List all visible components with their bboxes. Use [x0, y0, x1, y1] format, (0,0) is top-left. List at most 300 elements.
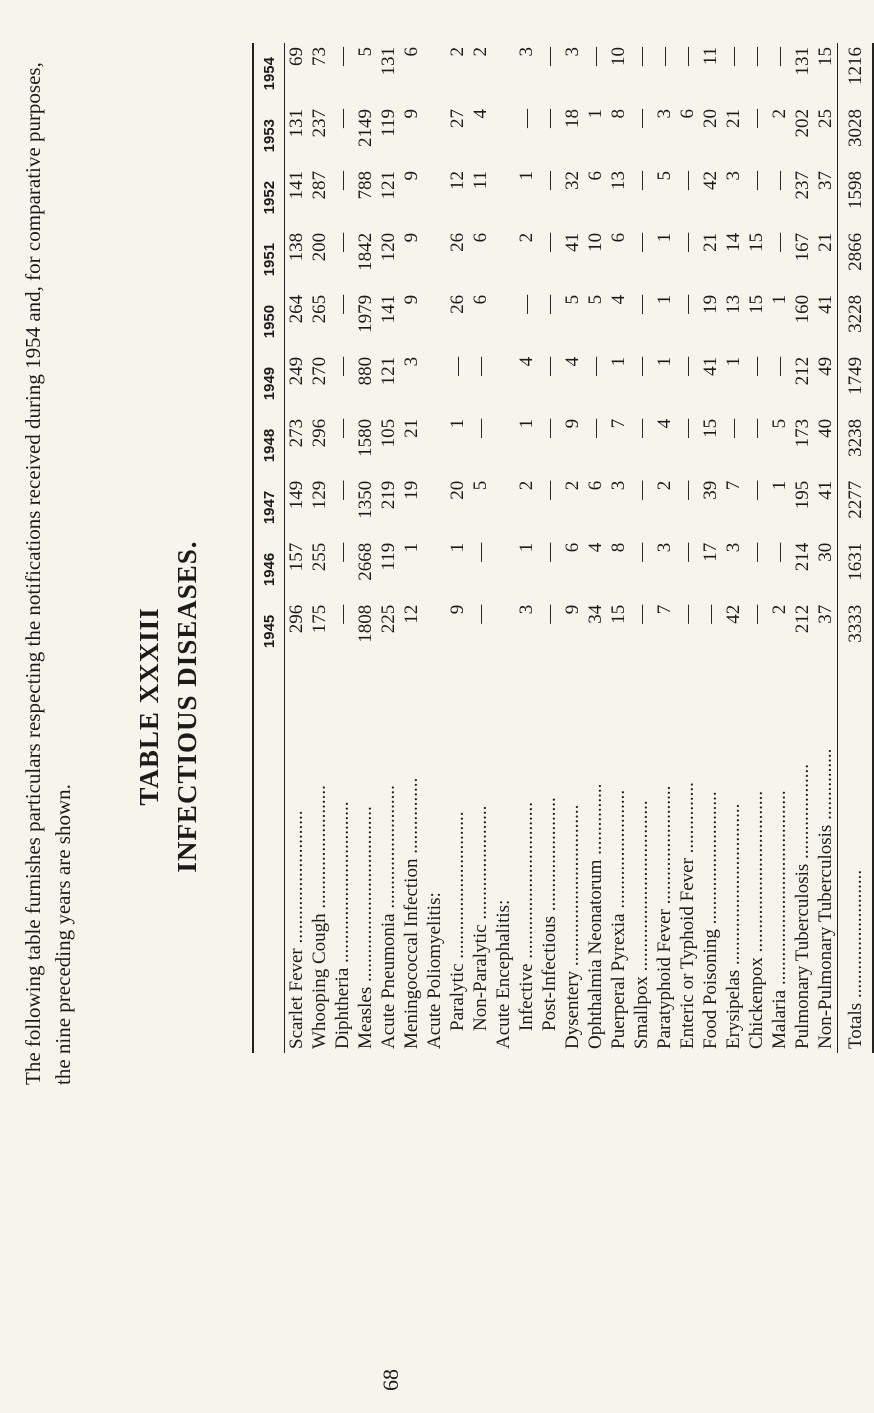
total-cell: 1749 — [838, 353, 874, 415]
disease-label: Food Poisoning ............................ — [700, 791, 721, 1049]
count-cell: 6 — [470, 294, 491, 305]
count-cell: 3 — [654, 542, 675, 553]
disease-label: Post-Infectious ........................ — [539, 797, 560, 1031]
count-cell: 167 — [792, 232, 813, 262]
count-cell: 37 — [815, 604, 836, 624]
count-cell: — — [332, 294, 353, 314]
count-cell: 121 — [378, 356, 399, 386]
count-cell: 6 — [585, 170, 606, 181]
disease-label: Puerperal Pyrexia ......................... — [608, 789, 629, 1049]
count-cell: — — [677, 356, 698, 376]
count-cell: — — [585, 47, 606, 66]
count-cell: 1 — [769, 480, 790, 491]
count-cell: — — [746, 108, 767, 128]
count-cell: 30 — [815, 542, 836, 562]
count-cell: 287 — [309, 170, 330, 200]
count-cell: 296 — [309, 418, 330, 448]
disease-label: Whooping Cough .......................... — [309, 785, 330, 1049]
disease-label: Infective ................................. — [516, 801, 537, 1031]
count-cell: 131 — [792, 47, 813, 76]
count-cell: — — [631, 170, 652, 190]
count-cell: 3 — [723, 542, 744, 553]
count-cell: 131 — [286, 108, 307, 138]
count-cell: 121 — [378, 170, 399, 200]
count-cell: 7 — [654, 604, 675, 615]
count-cell: 5 — [355, 47, 376, 57]
table-row — [400, 43, 423, 1053]
total-cell: 1598 — [838, 167, 874, 229]
year-header: 1954 — [253, 43, 285, 105]
count-cell: 237 — [792, 170, 813, 200]
count-cell: 1350 — [355, 480, 376, 519]
count-cell: 7 — [723, 480, 744, 491]
count-cell: 249 — [286, 356, 307, 386]
count-cell: 8 — [608, 542, 629, 553]
count-cell: 5 — [562, 294, 583, 305]
count-cell: — — [539, 604, 560, 624]
count-cell — [492, 229, 515, 291]
totals-row — [838, 43, 874, 1053]
table-row — [745, 43, 768, 1053]
count-cell: 296 — [286, 604, 307, 634]
count-cell — [423, 43, 446, 105]
count-cell: 2 — [516, 480, 537, 491]
count-cell: 4 — [608, 294, 629, 305]
table-row — [676, 43, 699, 1053]
count-cell — [492, 477, 515, 539]
total-cell: 3333 — [838, 601, 874, 663]
count-cell: 20 — [447, 480, 468, 500]
count-cell: 3 — [654, 108, 675, 119]
count-cell: — — [585, 418, 606, 438]
table-row — [423, 43, 446, 1053]
count-cell: — — [470, 418, 491, 438]
disease-label: Smallpox .................................... — [631, 800, 652, 1049]
count-cell: 5 — [654, 170, 675, 181]
count-cell: 120 — [378, 232, 399, 262]
disease-label: Acute Pneumonia .......................... — [378, 785, 399, 1049]
count-cell: 73 — [309, 47, 330, 66]
count-cell: — — [746, 170, 767, 190]
table-row — [584, 43, 607, 1053]
count-cell: 21 — [700, 232, 721, 252]
total-cell: 2277 — [838, 477, 874, 539]
table-body — [285, 43, 874, 1053]
count-cell: 2 — [562, 480, 583, 491]
disease-label: Measles ..................................... — [355, 806, 376, 1049]
count-cell: — — [631, 108, 652, 128]
disease-label: Paralytic ............................... — [447, 811, 468, 1031]
count-cell: 69 — [286, 47, 307, 66]
count-cell: — — [700, 604, 721, 624]
total-cell: 1631 — [838, 539, 874, 601]
count-cell: 5 — [585, 294, 606, 305]
count-cell: 880 — [355, 356, 376, 386]
count-cell: 138 — [286, 232, 307, 262]
disease-label: Acute Encephalitis: — [493, 899, 514, 1049]
count-cell: — — [631, 47, 652, 66]
count-cell: 41 — [815, 294, 836, 314]
disease-label: Non-Paralytic ........................ — [470, 805, 491, 1031]
count-cell: — — [585, 356, 606, 376]
count-cell: 214 — [792, 542, 813, 572]
count-cell: — — [332, 604, 353, 624]
count-cell: — — [677, 232, 698, 252]
count-cell: — — [539, 294, 560, 314]
count-cell: 25 — [815, 108, 836, 128]
count-cell: 6 — [470, 232, 491, 243]
year-header: 1947 — [253, 477, 285, 539]
count-cell: 119 — [378, 108, 399, 137]
count-cell: 237 — [309, 108, 330, 138]
count-cell: 265 — [309, 294, 330, 324]
disease-label: Acute Poliomyelitis: — [424, 892, 445, 1049]
table-row — [469, 43, 492, 1053]
count-cell: 1 — [516, 418, 537, 429]
count-cell: 3 — [723, 170, 744, 181]
count-cell: 13 — [723, 294, 744, 314]
count-cell: — — [677, 604, 698, 624]
disease-label: Malaria ......................................... — [769, 790, 790, 1049]
year-header: 1948 — [253, 415, 285, 477]
count-cell: 15 — [815, 47, 836, 66]
infectious-diseases-table — [252, 43, 874, 1053]
count-cell: 9 — [562, 604, 583, 615]
count-cell: 10 — [608, 47, 629, 66]
count-cell: — — [746, 418, 767, 438]
intro-paragraph: The following table furnishes particulars respecting the notifications received during 1954 and, for comparative purposes, the nine preceding years are shown. — [21, 62, 75, 1085]
count-cell: 141 — [378, 294, 399, 324]
table-row — [722, 43, 745, 1053]
count-cell: 37 — [815, 170, 836, 190]
count-cell: 15 — [746, 232, 767, 252]
count-cell: 26 — [447, 232, 468, 252]
count-cell: — — [539, 542, 560, 562]
count-cell: 5 — [470, 480, 491, 491]
year-header: 1953 — [253, 105, 285, 167]
count-cell: — — [677, 480, 698, 500]
count-cell: — — [746, 47, 767, 66]
count-cell: 1 — [516, 542, 537, 553]
count-cell: 173 — [792, 418, 813, 448]
count-cell: — — [539, 170, 560, 190]
count-cell: — — [746, 356, 767, 376]
total-cell: 2866 — [838, 229, 874, 291]
table-row — [308, 43, 331, 1053]
count-cell: 105 — [378, 418, 399, 448]
count-cell: 3 — [516, 47, 537, 57]
count-cell — [492, 601, 515, 663]
table-row — [699, 43, 722, 1053]
count-cell: — — [332, 170, 353, 190]
count-cell: 17 — [700, 542, 721, 562]
count-cell: 2149 — [355, 108, 376, 147]
count-cell: 141 — [286, 170, 307, 200]
count-cell: — — [332, 232, 353, 252]
count-cell: 1 — [769, 294, 790, 305]
count-cell: — — [447, 356, 468, 376]
page-number: 68 — [378, 1369, 403, 1391]
count-cell: — — [631, 604, 652, 624]
count-cell: — — [631, 294, 652, 314]
count-cell: — — [769, 542, 790, 562]
count-cell: — — [631, 542, 652, 562]
count-cell: 42 — [723, 604, 744, 624]
count-cell: — — [677, 542, 698, 562]
count-cell: — — [654, 47, 675, 66]
count-cell — [423, 105, 446, 167]
count-cell — [423, 539, 446, 601]
count-cell — [423, 601, 446, 663]
disease-label: Dysentery .................................. — [562, 804, 583, 1049]
count-cell: 11 — [700, 47, 721, 66]
count-cell: — — [746, 604, 767, 624]
count-cell: 119 — [378, 542, 399, 571]
count-cell — [492, 43, 515, 105]
count-cell: 6 — [677, 108, 698, 119]
count-cell: 1808 — [355, 604, 376, 643]
count-cell: — — [539, 232, 560, 252]
count-cell: 4 — [585, 542, 606, 553]
count-cell: 1 — [654, 232, 675, 243]
count-cell: 270 — [309, 356, 330, 386]
table-row — [377, 43, 400, 1053]
count-cell: 19 — [401, 480, 422, 500]
count-cell: 10 — [585, 232, 606, 252]
count-cell: 149 — [286, 480, 307, 510]
count-cell: 6 — [401, 47, 422, 57]
count-cell — [423, 167, 446, 229]
count-cell: 1 — [723, 356, 744, 367]
count-cell: 20 — [700, 108, 721, 128]
count-cell: — — [631, 232, 652, 252]
count-cell: 200 — [309, 232, 330, 262]
count-cell: 1580 — [355, 418, 376, 457]
count-cell: 212 — [792, 356, 813, 386]
count-cell: 195 — [792, 480, 813, 510]
count-cell: 4 — [470, 108, 491, 119]
table-row — [354, 43, 377, 1053]
count-cell: 34 — [585, 604, 606, 624]
count-cell: 9 — [401, 108, 422, 119]
count-cell: 42 — [700, 170, 721, 190]
count-cell: — — [631, 418, 652, 438]
count-cell: 9 — [401, 170, 422, 181]
count-cell: 18 — [562, 108, 583, 128]
count-cell: 4 — [654, 418, 675, 429]
count-cell: — — [332, 356, 353, 376]
count-cell: — — [539, 356, 560, 376]
table-row — [607, 43, 630, 1053]
year-header: 1952 — [253, 167, 285, 229]
count-cell — [492, 167, 515, 229]
count-cell: 2 — [769, 108, 790, 119]
count-cell — [492, 353, 515, 415]
count-cell: 4 — [516, 356, 537, 367]
count-cell: — — [677, 47, 698, 66]
count-cell: — — [539, 418, 560, 438]
disease-label: Paratyphoid Fever ......................... — [654, 785, 675, 1049]
count-cell: 264 — [286, 294, 307, 324]
count-cell: 2 — [516, 232, 537, 243]
count-cell: 6 — [562, 542, 583, 553]
count-cell: 1842 — [355, 232, 376, 271]
count-cell: 3 — [516, 604, 537, 615]
count-cell: 2 — [769, 604, 790, 615]
count-cell: — — [470, 604, 491, 624]
count-cell: — — [332, 542, 353, 562]
count-cell: 225 — [378, 604, 399, 634]
count-cell: — — [723, 47, 744, 66]
total-cell: 1216 — [838, 43, 874, 105]
count-cell: 9 — [401, 232, 422, 243]
count-cell: 2 — [447, 47, 468, 57]
table-row — [791, 43, 814, 1053]
table-row — [768, 43, 791, 1053]
total-cell: 3238 — [838, 415, 874, 477]
count-cell: — — [746, 480, 767, 500]
year-header: 1951 — [253, 229, 285, 291]
disease-label: Non-Pulmonary Tuberculosis ............... — [815, 748, 836, 1049]
header-row — [253, 43, 285, 1053]
count-cell: 1 — [608, 356, 629, 367]
count-cell: 21 — [401, 418, 422, 438]
year-header: 1945 — [253, 601, 285, 663]
count-cell — [423, 477, 446, 539]
count-cell: 157 — [286, 542, 307, 572]
count-cell — [492, 415, 515, 477]
count-cell: — — [539, 108, 560, 128]
count-cell: 129 — [309, 480, 330, 510]
disease-label: Ophthalmia Neonatorum ............... — [585, 783, 606, 1049]
count-cell: 9 — [401, 294, 422, 305]
count-cell — [423, 291, 446, 353]
count-cell: 12 — [447, 170, 468, 190]
count-cell: 49 — [815, 356, 836, 376]
count-cell: 9 — [562, 418, 583, 429]
count-cell: 8 — [608, 108, 629, 119]
count-cell: 3 — [401, 356, 422, 367]
count-cell: 788 — [355, 170, 376, 200]
count-cell: — — [516, 108, 537, 128]
table-title: TABLE XXXIII — [134, 607, 164, 806]
count-cell: 6 — [585, 480, 606, 491]
count-cell: — — [539, 480, 560, 500]
year-header: 1949 — [253, 353, 285, 415]
count-cell: 9 — [447, 604, 468, 615]
count-cell: 273 — [286, 418, 307, 448]
count-cell: 41 — [700, 356, 721, 376]
count-cell: — — [677, 170, 698, 190]
count-cell: 2 — [470, 47, 491, 57]
count-cell: — — [677, 418, 698, 438]
disease-label: Meningococcal Infection ................ — [401, 777, 422, 1049]
table-row — [331, 43, 354, 1053]
count-cell — [423, 415, 446, 477]
totals-label: Totals ........................... — [838, 663, 874, 1053]
count-cell: 1 — [447, 542, 468, 553]
count-cell: 27 — [447, 108, 468, 128]
table-row — [285, 43, 309, 1053]
count-cell: — — [470, 356, 491, 376]
count-cell: 160 — [792, 294, 813, 324]
count-cell: 1 — [654, 356, 675, 367]
table-row — [492, 43, 515, 1053]
disease-label: Scarlet Fever ............................ — [286, 810, 307, 1049]
disease-label: Pulmonary Tuberculosis .................... — [792, 763, 813, 1049]
count-cell: — — [539, 47, 560, 66]
count-cell: 11 — [470, 170, 491, 190]
count-cell: 7 — [608, 418, 629, 429]
count-cell: 14 — [723, 232, 744, 252]
table-row — [561, 43, 584, 1053]
table-subtitle: INFECTIOUS DISEASES. — [172, 540, 202, 873]
count-cell: 41 — [562, 232, 583, 252]
count-cell: — — [332, 47, 353, 66]
count-cell: — — [516, 294, 537, 314]
count-cell: 2668 — [355, 542, 376, 581]
total-cell: 3228 — [838, 291, 874, 353]
disease-label: Erysipelas .................................. — [723, 803, 744, 1049]
count-cell: — — [769, 232, 790, 252]
count-cell — [492, 105, 515, 167]
count-cell: 4 — [562, 356, 583, 367]
count-cell: — — [631, 480, 652, 500]
count-cell: 1 — [516, 170, 537, 181]
count-cell: 39 — [700, 480, 721, 500]
count-cell — [423, 353, 446, 415]
count-cell: 3 — [562, 47, 583, 57]
table-row — [814, 43, 838, 1053]
count-cell: 3 — [608, 480, 629, 491]
count-cell: 15 — [700, 418, 721, 438]
count-cell: 21 — [815, 232, 836, 252]
count-cell: 1 — [585, 108, 606, 119]
count-cell: — — [769, 356, 790, 376]
count-cell: — — [746, 542, 767, 562]
count-cell: 219 — [378, 480, 399, 510]
count-cell: 19 — [700, 294, 721, 314]
count-cell: 212 — [792, 604, 813, 634]
count-cell: — — [631, 356, 652, 376]
count-cell: 131 — [378, 47, 399, 76]
count-cell: 2 — [654, 480, 675, 491]
count-cell: 15 — [746, 294, 767, 314]
disease-label: Chickenpox .................................. — [746, 790, 767, 1049]
count-cell — [423, 229, 446, 291]
count-cell: — — [769, 47, 790, 66]
count-cell: 13 — [608, 170, 629, 190]
count-cell: 40 — [815, 418, 836, 438]
table-row — [446, 43, 469, 1053]
count-cell: — — [332, 418, 353, 438]
count-cell: 1 — [447, 418, 468, 429]
count-cell: — — [332, 480, 353, 500]
table-row — [630, 43, 653, 1053]
count-cell: 1 — [654, 294, 675, 305]
count-cell: — — [332, 108, 353, 128]
count-cell: 175 — [309, 604, 330, 634]
table-row — [538, 43, 561, 1053]
count-cell: 6 — [608, 232, 629, 243]
count-cell: 26 — [447, 294, 468, 314]
count-cell: 12 — [401, 604, 422, 624]
count-cell: 202 — [792, 108, 813, 138]
count-cell — [492, 291, 515, 353]
count-cell: 41 — [815, 480, 836, 500]
disease-label: Enteric or Typhoid Fever ............... — [677, 782, 698, 1049]
year-header: 1950 — [253, 291, 285, 353]
